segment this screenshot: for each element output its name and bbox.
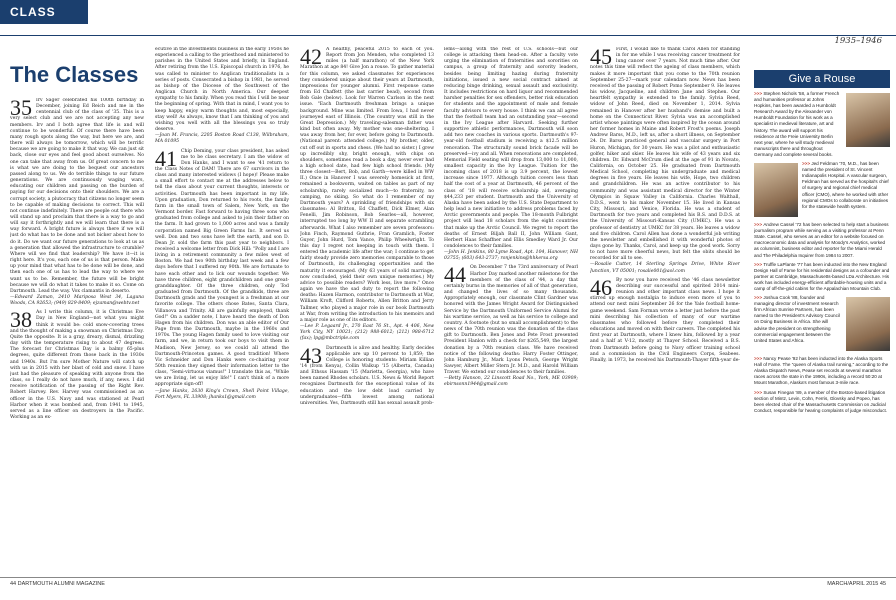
entry-text: First, I would like to thank Carol Allen for standing in for me while I was receiving cancer treatment for lung cancer over 7 years. Not much time after. Our notes this time will reflect the ageing of class members, which makes it more important that you come to the 70th reunion September 25-27—mark your calendars now. News has been received of the passing of Robert Pomo September 9. He leaves his widow, Jacqueline, and children Jane and Stephen. Our heartfelt sympathy is extended to the family. Sylvia Reed, widow of John Reed, died on November 1, 2014. Sylvia remained in Hanover after her husband's demise and built a home on the Connecticut River. Sylvia was an accomplished artist whose paintings were often inspired by the ocean around her former homes in Maine and Robert Frost's poems. Joseph Andrew Barss, M.D., left us, after a short illness, on September 24. Dr. Barss practiced general and vascular surgery in Port Huron, Michigan, for 30 years. He was a pilot and enthusiastic golfer, hiker and skier. He leaves his wife of 43 years and six children. Dr. Edward McCrum died at the age of 91 in Novato, California, on October 25. He graduated from Dartmouth Medical School, completing his undergraduate and medical degrees in five years. He leaves his wife, Hope, two children and grandchildren. He was an active contributor to his community and was assistant medical director for the Winter Olympics in Squaw Valley in California. Charles Walthall, D.D.S., went to his maker November 15. He lived in Kansas City, Missouri, and Venice, Florida. He was a student of Dartmouth for two years and completed his B.S. and D.D.S. at the University of Missouri-Kansas City (UMKC). He was a professor of dentistry at UMKC for 38 years. He leaves a widow and five children. Carol Allen has done a wonderful job writing the newsletter and embellished it with wonderful photos of days gone by. Thanks, Carol, and keep up the good work. Sorry to not have more cheerful news, but felt the obits should be recorded for all to see. bbox=[590, 47, 740, 262]
sidebar-item: >>> Stephen Nichols '58, a former French and humanities professor at Johns Hopkins, has been awarded a Humboldt Research Award by the Alexander von Humboldt Foundation for his work as a specialist in medieval literature, art and history. The award will support his residence at the Freie University Berlin next year, where he will study medieval manuscripts there and throughout Germany and complete several books. bbox=[754, 91, 890, 158]
year-range: 1935–1946 bbox=[834, 36, 882, 46]
bullet-arrow-icon: >>> bbox=[754, 389, 764, 395]
portrait-photo bbox=[846, 297, 890, 351]
bullet-arrow-icon: >>> bbox=[754, 356, 764, 362]
footer-right: MARCH/APRIL 2015 45 bbox=[827, 581, 886, 587]
sidebar-item: >>> Andrew Cassel '72 has been selected to help start a business journalism program while serving as a visiting professor at Penn State. Cassel, who serves as an editor for a website focused on macroeconomic data and analysis for Moody's Analytics, worked as columnist, business editor and reporter for the Miami Herald and The Philadelphia Inquirer from 1984 to 2007. bbox=[754, 222, 889, 258]
bullet-arrow-icon: >>> bbox=[754, 91, 764, 96]
header-rule bbox=[0, 35, 896, 36]
column-4 bbox=[444, 47, 578, 575]
class-year-number: 45 bbox=[590, 47, 612, 69]
entry-signature: —Edward Zaman, 2410 Mariposa West 34, Laguna Woods, CA 92653; (949) 829-8409; ejzaman@webtv.net bbox=[10, 295, 144, 307]
class-year-number: 42 bbox=[300, 47, 322, 69]
entry-signature: —Jane Hanks, 2630 King's Crown, Shell Point Village, Fort Myers, FL 33908; jhanks1@gmail.com bbox=[155, 388, 289, 400]
class-entry bbox=[10, 307, 144, 421]
class-entry bbox=[590, 274, 740, 364]
sidebar-item: >>> Nancy Pease '92 has been inducted into the Alaska Sports Hall of Fame. The "queen of Alaska trail running," according to the Alaska Dispatch News, Pease set records at several marathon races across the state in the 1990s, including a record 50:20 at Mount Marathon, Alaska's most famous 3-mile race. bbox=[754, 356, 889, 386]
entry-text: A healthy, peaceful 2015 to each of you. Report from Jon Menden, who completed 13 miles (a half marathon) of the New York Marathon at age 84! Give Jon a rouse. To gather material for this column, we asked classmates for experiences they considered unique about their years at Dartmouth, impressions for younger alumni. First response came from Ed Chaffett (the last carrier bead), second from Bob Gale (below). Look for Warren Carlson in the next issue. "Each Dartmouth freshman brings a unique background. Mine was limited. From Iowa, I had never journeyed east of Illinois. (The country was still in the Great Depression.) My traveling-salesman father was kind but often away. My mother was one-sheltering. I was away from her, for ever, before going to Dartmouth. (National parent: attended college.) My brother, older, cut off out in sports and chess. (We had no sister.) I grew up incredibly shy, bright enough, with chips on shoulders, sometimes read a book a day, never ever had a high school date, had few high school friends. (My three closest—Bert, Bob, and Garth—were killed in WW II.) Once in Hanover I was severely homesick at first, remained a bookworm, waited on tables as part of my scholarship, rarely socialized much—to fraternity, no camping, no skiing. So what do I remember of my Dartmouth years? A sprinkling of friendships with six classmates: Al Britton, Ed Chaffett, Dick Elmer, Alan Fenelli, Jim Robinson, Bob Searles—all, however, interrupted too long by WW II and separate scrambling afterwards. What I also remember are seven professors: John Finch, Raymond Guthrie, Fran Gramlich, Foster Guyer, John Hurd, Tom Vance, Philip Wheelwright. To this day I regret not keeping in touch with them. I entered the academic life after the war; I continue to get fairly steady provide zero memories comparable to those of Dartmouth, its challenging opportunities and the maturity it encouraged. (My 63 years of solid marriage, now concluded, yield their own unique memories.) My advice to possible readers? Work less, live more." Once again we have the sad duty to report the following deaths: Hazen Harmon, contributor to Dartmouth at War, William Kroft, Clifford Roberts, Allen Britton and Jerry Tallmer, who played a major role in our book Dartmouth at War, from writing the introduction to his memoirs and a major role as one of its editors. bbox=[300, 47, 434, 323]
class-entry bbox=[300, 47, 434, 343]
bullet-arrow-icon: >>> bbox=[754, 261, 764, 267]
class-year-number: 38 bbox=[10, 307, 32, 333]
bullet-arrow-icon: >>> bbox=[754, 295, 764, 301]
entry-text: As I write this column, it is Christmas Eve Day in New England—not what you might think it would be: cold snow-covering trees and the thought of making a snowman on Christmas Day. Quite the opposite: It is a gray, dreary, dismal, drizzling day with the temperature rising to about 47 degrees. The forecast for Christmas Day is a balmy 65-plus degrees, quite different from those back in the 1930s and 1940s. But I'm sure Mother Nature will catch up with us in 2015 with her blast of cold and snow. I have just had the pleasure of speaking with anyone from the class, so I really do not have much, if any, news. I did receive notification of the passing of the Right Rev. Robert Harvey. Rev. Harvey was commissioned as an officer in the U.S. Navy and was stationed at Pearl Harbor when it was bombed and, from 1941 to 1945, served as a line officer on destroyers in the Pacific. Working as an ex- bbox=[10, 310, 144, 420]
entry-text: Dartmouth is alive and healthy. Early decides applicable are up 10 percent to 1,859; the College is honoring students: Miriam Killian '14 (from Kenya), Collin Walkup '15 (Alberta, Canada) and Ethsus Hassam '15 (Marietta, Georgia), who have been named Rhodes scholars. U.S. News & World Report recognizes Dartmouth for the exceptional value of its education and the low debt load carried by undergraduates—fifth lowest among national universities. Yes, Dartmouth still has sexual assault prob- bbox=[300, 345, 434, 406]
sidebar-title: Give a Rouse bbox=[754, 70, 890, 88]
footer-left: 44 DARTMOUTH ALUMNI MAGAZINE bbox=[10, 581, 105, 587]
give-a-rouse-sidebar bbox=[754, 70, 890, 414]
sidebar-item: >>> Jed Feldman '70, M.D., has been named the president of St. Vincent Indianapolis Hospital. A vascular surgeon, Feldman has served as the hospital's chief of surgery and regional chief medical officer (CMO), where he worked with other regional CMOs to collaborate on initiatives for the statewide health system. bbox=[754, 161, 890, 219]
sidebar-item: >>> Susan Finegan '89, a member of the Boston-based litigation section of Mintz, Levin, Cohn, Ferris, Glovsky and Popeo, has been elected chair of the Massachusetts Commission on Judicial Conduct, responsible for hearing complaints of judge misconduct. bbox=[754, 389, 888, 413]
entry-signature: —Betty Hanson, 22 Linscott Road No., York, ME 03909; ebirnsonn1944@gmail.com bbox=[444, 376, 578, 388]
page-title: The Classes bbox=[10, 62, 139, 87]
entry-text: By now you have received the '46 class newsletter describing our successful and spirited 2014 mini-reunion and other important class news. I hope it stirred up enough nostalgia to induce even more of you to attend our next mini September 26 for the Yale football home-game weekend. Sam Forman wrote a letter just before the past mini describing his collection of many of our wartime classmates who followed before they completed their educations and moved on with their careers. The completed his first year at Dartmouth, where I knew him, followed by a year and a half at V-12, mostly at Thayer School. Received a B.S. from Dartmouth before going to Navy officer training school and a commission in the Civil Engineers Corps, Seabees. Finally, in 1973, he received his Dartmouth-Thayer fifth-year de- bbox=[590, 277, 740, 363]
page-footer bbox=[0, 577, 896, 586]
entry-text: On December 7 the 73rd anniversary of Pearl Harbor Day marked another milestone for the members of the class of '44, a day that certainly burns in the memories of all of that generation, and changed the lives of so many thousands. Appropriately enough, our classmate Clint Gardner was honored with the James Wright Award for Distinguished Service by the Dartmouth Uniformed Service Alumni for his wartime service, as well as his service to college and country. A footnote (but no small accomplishment) to the news of the 70th reunion was the donation of the class gift to Dartmouth. Ben Jones and Pete Frost presented President Hanlon with a check for $265,549, the largest donation by a 70th reunion class. We have received notice of the following deaths: Harry Foster Ottinger, John Hamburg Jr., Mark Lyons Petsch, George Wright Sawyer, Albert Miller Stern Jr. M.D., and Harold William Traver. We extend our condolences to their families. bbox=[444, 265, 578, 376]
section-tab: CLASS NOTES bbox=[0, 0, 88, 24]
sidebar-item: >>> Truffle LaPlante '77 has been inducted into the New England Design Hall of Fame for his residential designs as a cofounder and partner at Cambridge, Massachusetts-based LDa Architecture. His work has included energy-efficient affordable-housing units and a camp of off-the-grid cabins for the Appalachian Mountain Club. bbox=[754, 261, 890, 291]
column-5 bbox=[590, 47, 740, 575]
entry-text: lems—along with the rest of U.S. schools—but our college is attacking them head-on. After a faculty vote urging the elimination of fraternities and sororities on campus, a group of fraternity and sorority leaders, besides being limiting hazing during fraternity initiations, issued a new social contract aimed at reducing binge drinking, sexual assault and exclusivity. It includes restrictions on hard liquor and recommended harsher penalties for sex offenders, better risk education for students and the appointment of male and female faculty advisors to every house. I think we can all agree that the football team had an outstanding year—second in the Ivy League after Harvard. Seeking further supportive athletic performances, Dartmouth will soon add two new coaches in various sports. Dartmouth's 97-year-old football stadium is receiving a $12.5 million renovation. The structurally sound brick facade will be preserved—ivy and all. When renovations are completed, Memorial Field seating will drop from 13,000 to 11,000, smallest capacity in the Ivy League. Tuition for the incoming class of 2018 is up 3.9 percent, the lowest increase since 1977. Although tuition covers less than half the cost of a year at Dartmouth, 46 percent of the class of '18 will receive scholarship aid, averaging $44,233 per student. Dartmouth and the University of Alaska have been asked by the U.S. State Department to help lead a new initiative to address problems faced by Arctic governments and people. The 18-month Fulbright project will lead 18 scholars from the eight countries that make up the Arctic Council. We regret to report the deaths of Ernest Biljah Ball II, John William Gant, Herbert Haas Schaffner and Ellis Smedley Ward Jr. Our condolences to their families. bbox=[444, 47, 578, 249]
class-entry bbox=[155, 47, 289, 146]
entry-text: ecutive in the investments business in the early 1950s he experienced a calling to the priesthood and ministered to parishes in the United States and briefly, in England. After retiring from the U.S. Episcopal church in 1976, he was called to minister to Anglican traditionalists in a series of posts. Consecrated a bishop in 1981, he served as bishop of the Diocese of the Southwest of the Anglican Church in North America. Our deepest sympathy to his family. When you read this I will be near the beginning of spring. With that in mind, I want you to keep happy, enjoy warm thoughts and, most especially, stay well! As always, know that I am thinking of you and wishing you well with all the blessings you so truly deserve. bbox=[155, 47, 289, 133]
entry-signature: —Rosalie Cutter, 14 Sterling Springs Drive, White River Junction, VT 05001; rosalie001@aol.com bbox=[590, 262, 740, 274]
column-3 bbox=[300, 47, 434, 575]
class-year-number: 44 bbox=[444, 262, 466, 288]
portrait-photo bbox=[846, 93, 890, 147]
class-entry bbox=[444, 47, 578, 262]
column-2 bbox=[155, 47, 289, 575]
bullet-arrow-icon: >>> bbox=[754, 222, 764, 228]
class-year-number: 43 bbox=[300, 342, 322, 368]
class-entry bbox=[444, 262, 578, 388]
entry-signature: —John H. Jenkins, 80 Lyme Road, Apt. 104, Hanover, NH 03755; (603) 643-2737; ronjenkins@hhkersa.org bbox=[444, 250, 578, 262]
class-year-number: 46 bbox=[590, 274, 612, 300]
class-year-number: 41 bbox=[155, 145, 177, 171]
bullet-arrow-icon: >>> bbox=[802, 161, 812, 167]
entry-text: Irv Sager celebrated his 100th birthday in December, joining Ed Reich and me in the centennial club of the class of '35. This is a very select club and we are not accepting any new members. Irv and I both agree that life is and will continue to be wonderful. Of course there have been many rough spots along the way, but here we are, and there will always be tomorrow, which will be terrific because we are going to make it that way. We can just sit back, close our eyes and feel good about ourselves. No one can take that away from us. Of great concern to me is what we are doing to the bequest our ancestors passed along to us. We do terrible things to our future generations. We are continuously waging wars, educating our children and passing on the burden of paying for our decisions onto their shoulders. We are a corrupt society, a plutocracy that citizens no longer seem to be capable of making decisions to correct. This will not continue indefinitely. There are people out there who will stand up and proclaim that there is a way to go and will say it forthrightly and we will learn that there is a way forward. A bright future is always there if we will just do what has to be done and not bicker about how to do it. Do we want our future generations to look at us as a generation that allowed the infrastructure to crumble? Where will we find that leadership? We have it—it is right here. It's you, each one of us is that person. Make up your mind that what has to be done will be done, and then each one of us has to lead the way to where we want us to be. Remember, the future will be bright because we will do what it takes to make it so. Come on Dartmouth. Lead the way. Vox clamantis in deserto. bbox=[10, 98, 144, 294]
class-year-number: 35 bbox=[10, 98, 32, 120]
class-entry bbox=[10, 98, 144, 307]
class-entry bbox=[300, 342, 434, 408]
entry-text: Chip Deming, your class president, has asked me to be class secretary. I am the widow of Don Hanks, and I want to see '41 return to the Class Notes of DAM! There are 67 survivors in the class and many interested widows (I hope)! Please make a small effort to contact me at the addresses below to tell the class about your current thoughts, interests or activities. Dartmouth has been important in my life. Upon graduation, Don returned to his roots, the family farm in the small town of Salem, New York, on the Vermont border. Fast forward to having three sons who graduated from college and asked to join their father on the farm. It had grown to 1,000 acres and was a family corporation named Big Green Farms Inc. It served us well. Don and two sons have left the earth, and son D. Dean Jr. sold the farm this past year to neighbors. I received a welcome letter from Dick Hill: "Polly and I are living in a retirement community a few miles west of Boston. We had two 90th birthday last week and a few days before that I suffered my 90th. We are fortunate to have each other and to lick our wounds together. We have three children, eight grandchildren and one great-granddaughter. Of the three children, only Tod graduated from Dartmouth. Of the grandkids, three are Dartmouth grads and the youngest is a freshman at our favorite college. The others chose Bates, Santa Clara, Villanova and Trinity. All are gainfully employed, thank God!" On a sadder note, I have heard the death of Don Hagen from his children. Don was an able editor of Our Page from the Dartmouth, maybe in the 1960s and 1970s. The young Hagen family used to love visiting our farm, and we, in return took our boys to visit them in Madison, New Jersey, so we could all attend the Dartmouth-Princeton games. A good tradition! Where Vic Schneider and Don Hanks were co-chairing your 50th reunion they signed their information letter to the class, "Semi-virtuous viamus!" I translate this as, "While we are living, let us enjoy life!" I can't think of a more appropriate sign-off! bbox=[155, 148, 289, 388]
sidebar-item: >>> Joshua Cook '88, founder and managing director of investment research firm African Sunrise Partners, has been named to the President's Advisory Council on Doing Business in Africa. She will advise the president on strengthening commercial engagement between the United States and Africa. bbox=[754, 295, 890, 353]
column-1 bbox=[10, 98, 144, 578]
class-entry bbox=[155, 145, 289, 401]
portrait-photo bbox=[754, 163, 798, 217]
class-entry bbox=[590, 47, 740, 275]
entry-signature: —Lee P. Legaard Jr., 270 East 76 St., Apt. 4 406, New York City, NY 10021; (212) 988-6012; (212) 988-6712 (fax); lpg@mbctriple.com bbox=[300, 324, 434, 342]
entry-signature: —Joan M. Francis, 2205 Boston Road C138, Wilbraham, MA 01095 bbox=[155, 133, 289, 145]
